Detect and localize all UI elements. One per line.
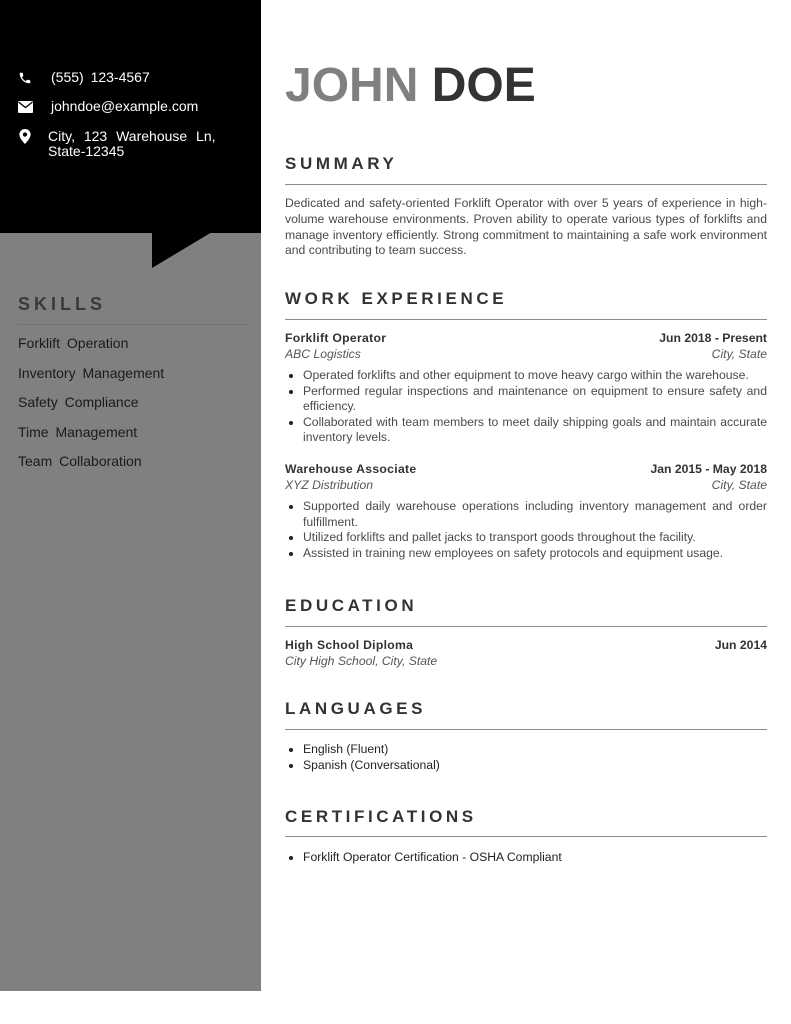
map-pin-icon [17, 129, 33, 144]
summary-divider [285, 184, 767, 185]
languages-divider [285, 729, 767, 730]
job-location: City, State [711, 478, 767, 492]
skills-divider [18, 324, 248, 325]
job-date: Jan 2015 - May 2018 [650, 462, 767, 476]
first-name: JOHN [285, 59, 419, 112]
skill-item: Team Collaboration [18, 453, 142, 469]
job-company: XYZ Distribution [285, 478, 374, 492]
certifications-heading: CERTIFICATIONS [285, 807, 477, 826]
job-entry [285, 330, 767, 446]
languages-heading: LANGUAGES [285, 699, 427, 718]
last-name: DOE [431, 59, 536, 112]
job-location: City, State [711, 347, 767, 361]
envelope-icon [17, 99, 33, 114]
skills-heading: SKILLS [18, 294, 107, 314]
job-bullet: • Collaborated with team members to meet daily shipping goals and maintain accurate inventory levels. [303, 415, 767, 446]
education-entry [285, 637, 767, 669]
certifications-divider [285, 836, 767, 837]
contact-email [17, 99, 198, 114]
skill-item: Time Management [18, 423, 138, 440]
school: City High School, City, State [285, 654, 438, 668]
skill-item: Safety Compliance [18, 394, 139, 410]
job-bullets [285, 499, 767, 561]
summary-text: Dedicated and safety-oriented Forklift Operator with over 5 years of experience in high-volume warehouse environments. Proven ability to operate various types of forklifts and manage inventory efficiently. Strong commitment to maintaining a safe work environment and contributing to team success. [285, 196, 767, 258]
skill-item: Inventory Management [18, 364, 165, 381]
skills-list [18, 335, 164, 483]
job-bullet: • Operated forklifts and other equipment to move heavy cargo within the warehouse. [303, 368, 767, 384]
phone-text: (555) 123-4567 [51, 69, 150, 85]
job-bullet: • Utilized forklifts and pallet jacks to transport goods throughout the facility. [303, 530, 767, 546]
language-item: • English (Fluent) [303, 741, 767, 757]
job-bullet: • Performed regular inspections and maintenance on equipment to ensure safety and efficiency. [303, 384, 767, 415]
job-title: Forklift Operator [285, 331, 387, 345]
education-date: Jun 2014 [714, 638, 767, 652]
education-heading: EDUCATION [285, 596, 418, 615]
job-bullet: • Supported daily warehouse operations including inventory management and order fulfillment. [303, 499, 767, 530]
experience-heading: WORK EXPERIENCE [285, 289, 508, 308]
contact-phone [17, 70, 150, 85]
job-date: Jun 2018 - Present [659, 331, 767, 345]
candidate-name [285, 58, 536, 114]
job-bullet: • Assisted in training new employees on safety protocols and equipment usage. [303, 546, 767, 562]
job-title: Warehouse Associate [285, 462, 417, 476]
sidebar [0, 0, 261, 991]
education-divider [285, 626, 767, 627]
address-text: City, 123 Warehouse Ln, State-12345 [48, 128, 216, 159]
language-item: • Spanish (Conversational) [303, 757, 767, 773]
contact-block-notch [152, 232, 212, 268]
certification-item: • Forklift Operator Certification - OSHA Compliant [303, 849, 767, 865]
job-company: ABC Logistics [285, 347, 361, 361]
summary-heading: SUMMARY [285, 154, 398, 173]
languages-list [285, 741, 767, 773]
job-bullets [285, 368, 767, 446]
phone-icon [17, 70, 33, 85]
contact-address [17, 129, 248, 159]
contact-block [0, 0, 261, 233]
degree: High School Diploma [285, 638, 414, 652]
skill-item: Forklift Operation [18, 335, 129, 351]
experience-divider [285, 319, 767, 320]
certifications-list [285, 849, 767, 865]
email-text: johndoe@example.com [51, 98, 199, 114]
job-entry [285, 461, 767, 561]
